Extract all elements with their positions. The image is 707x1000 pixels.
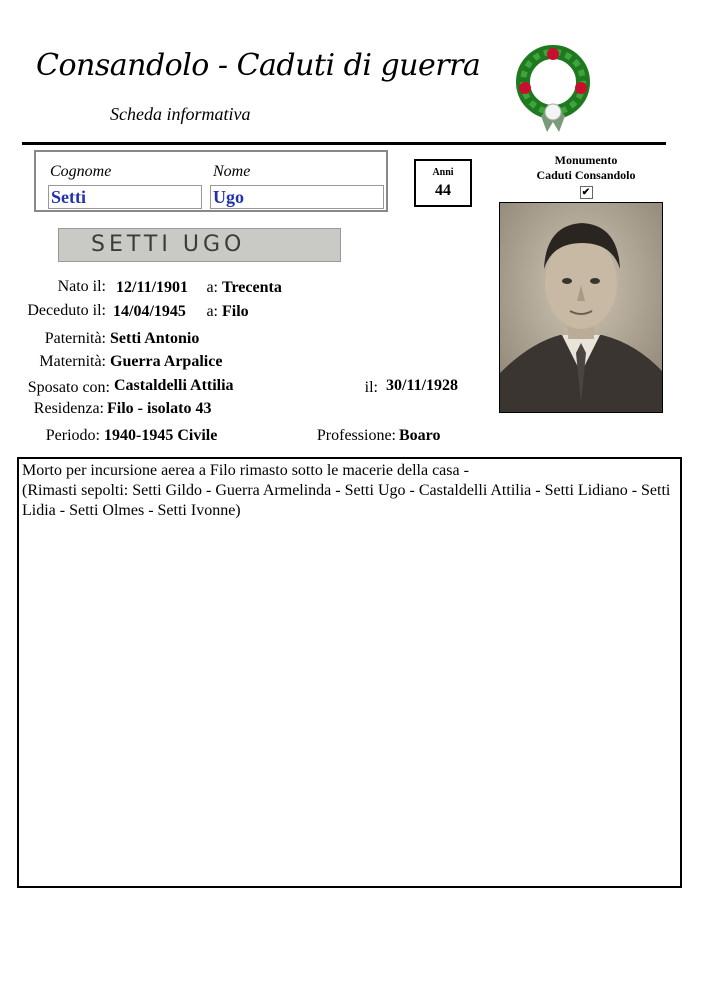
died-place-label: a: <box>206 303 218 320</box>
page-subtitle: Scheda informativa <box>110 104 251 124</box>
notes-line-1: Morto per incursione aerea a Filo rimasto sotto le macerie della casa - <box>22 462 469 479</box>
residence-label: Residenza: <box>33 400 104 417</box>
period-label: Periodo: <box>45 427 100 444</box>
header-divider <box>22 142 666 145</box>
marriage-date: 30/11/1928 <box>386 377 459 394</box>
wreath-icon <box>505 42 601 138</box>
surname-field[interactable]: Setti <box>48 185 202 209</box>
spouse-label: Sposato con: <box>27 379 110 396</box>
page-title: Consandolo - Caduti di guerra <box>36 48 481 83</box>
died-label: Deceduto il: <box>27 302 106 319</box>
portrait-photo <box>499 202 663 413</box>
born-place-label: a: <box>206 279 218 296</box>
age-box <box>414 159 472 207</box>
died-place: Filo <box>222 303 249 320</box>
name-field[interactable]: Ugo <box>210 185 384 209</box>
surname-label: Cognome <box>50 163 112 180</box>
notes-box <box>17 457 682 888</box>
monument-checkbox[interactable]: ✔ <box>580 186 593 199</box>
born-date: 12/11/1901 <box>116 279 189 296</box>
monument-label-line2: Caduti Consandolo <box>536 168 636 182</box>
marriage-label: il: <box>364 379 378 396</box>
mother-label: Maternità: <box>39 353 106 370</box>
spouse-value: Castaldelli Attilia <box>114 377 234 394</box>
died-date: 14/04/1945 <box>113 303 186 320</box>
age-label: Anni <box>432 167 454 178</box>
father-label: Paternità: <box>44 330 106 347</box>
profession-label: Professione: <box>316 427 396 444</box>
nameplate-text: SETTI UGO <box>91 232 246 257</box>
name-box <box>34 150 388 212</box>
monument-block <box>510 153 662 199</box>
monument-label-line1: Monumento <box>554 153 618 167</box>
mother-value: Guerra Arpalice <box>110 353 223 370</box>
engraved-nameplate <box>58 228 341 262</box>
period-value: 1940-1945 Civile <box>104 427 218 444</box>
born-place: Trecenta <box>222 279 282 296</box>
profession-value: Boaro <box>399 427 441 444</box>
father-value: Setti Antonio <box>110 330 200 347</box>
name-label: Nome <box>213 163 251 180</box>
notes-line-2: (Rimasti sepolti: Setti Gildo - Guerra Armelinda - Setti Ugo - Castaldelli Attilia - Setti Lidiano - Setti Lidia - Setti Olmes - Setti Ivonne) <box>22 482 671 519</box>
residence-value: Filo - isolato 43 <box>107 400 212 417</box>
born-label: Nato il: <box>57 278 106 295</box>
age-value: 44 <box>435 182 451 199</box>
